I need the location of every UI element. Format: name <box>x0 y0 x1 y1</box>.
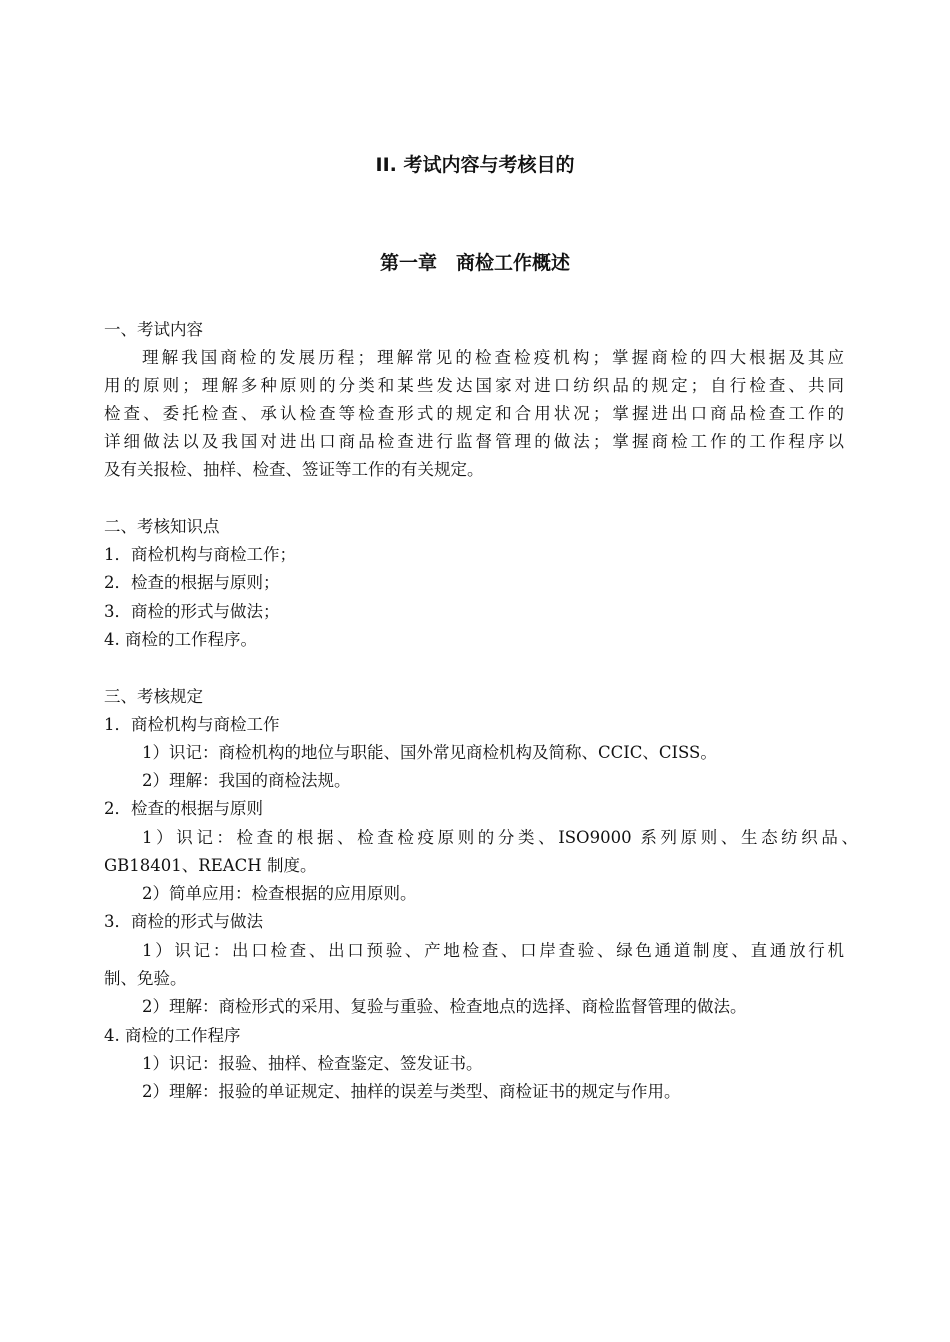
requirement-line: 1）识记：出口检查、出口预验、产地检查、口岸查验、绿色通道制度、直通放行机 <box>142 941 844 960</box>
requirement-line: GB18401、REACH 制度。 <box>104 856 317 875</box>
requirement-line: 2）简单应用：检查根据的应用原则。 <box>142 884 417 903</box>
paragraph-line: 理解我国商检的发展历程；理解常见的检查检疫机构；掌握商检的四大根据及其应 <box>142 348 844 367</box>
paragraph-line: 检查、委托检查、承认检查等检查形式的规定和合用状况；掌握进出口商品检查工作的 <box>104 404 844 423</box>
subsection-title: 2．检查的根据与原则 <box>104 799 263 818</box>
subsection-title: 1．商检机构与商检工作 <box>104 715 280 734</box>
requirement-line: 1）识记：报验、抽样、检查鉴定、签发证书。 <box>142 1054 483 1073</box>
paragraph-line: 详细做法以及我国对进出口商品检查进行监督管理的做法；掌握商检工作的工作程序以 <box>104 432 844 451</box>
paragraph-line: 用的原则；理解多种原则的分类和某些发达国家对进口纺织品的规定；自行检查、共同 <box>104 376 844 395</box>
subsection-title: 3．商检的形式与做法 <box>104 912 263 931</box>
chapter-title: 第一章 商检工作概述 <box>379 252 570 274</box>
section-heading-requirements: 三、考核规定 <box>104 687 203 706</box>
requirement-line: 1）识记：商检机构的地位与职能、国外常见商检机构及简称、CCIC、CISS。 <box>142 743 717 762</box>
section-heading-exam-content: 一、考试内容 <box>104 320 203 339</box>
paragraph-line: 及有关报检、抽样、检查、签证等工作的有关规定。 <box>104 460 484 479</box>
requirement-line: 2）理解：报验的单证规定、抽样的误差与类型、商检证书的规定与作用。 <box>142 1082 681 1101</box>
list-item: 3．商检的形式与做法； <box>104 602 280 621</box>
section-heading-knowledge-points: 二、考核知识点 <box>104 517 220 536</box>
list-item: 1．商检机构与商检工作； <box>104 545 296 564</box>
requirement-line: 制、免验。 <box>104 969 187 988</box>
list-item: 4. 商检的工作程序。 <box>104 630 257 649</box>
requirement-line: 2）理解：商检形式的采用、复验与重验、检查地点的选择、商检监督管理的做法。 <box>142 997 747 1016</box>
list-item: 2．检查的根据与原则； <box>104 573 280 592</box>
requirement-line: 2）理解：我国的商检法规。 <box>142 771 351 790</box>
document-title: II. 考试内容与考核目的 <box>375 154 575 176</box>
subsection-title: 4. 商检的工作程序 <box>104 1026 241 1045</box>
requirement-line: 1）识记：检查的根据、检查检疫原则的分类、ISO9000 系列原则、生态纺织品、 <box>142 828 858 847</box>
